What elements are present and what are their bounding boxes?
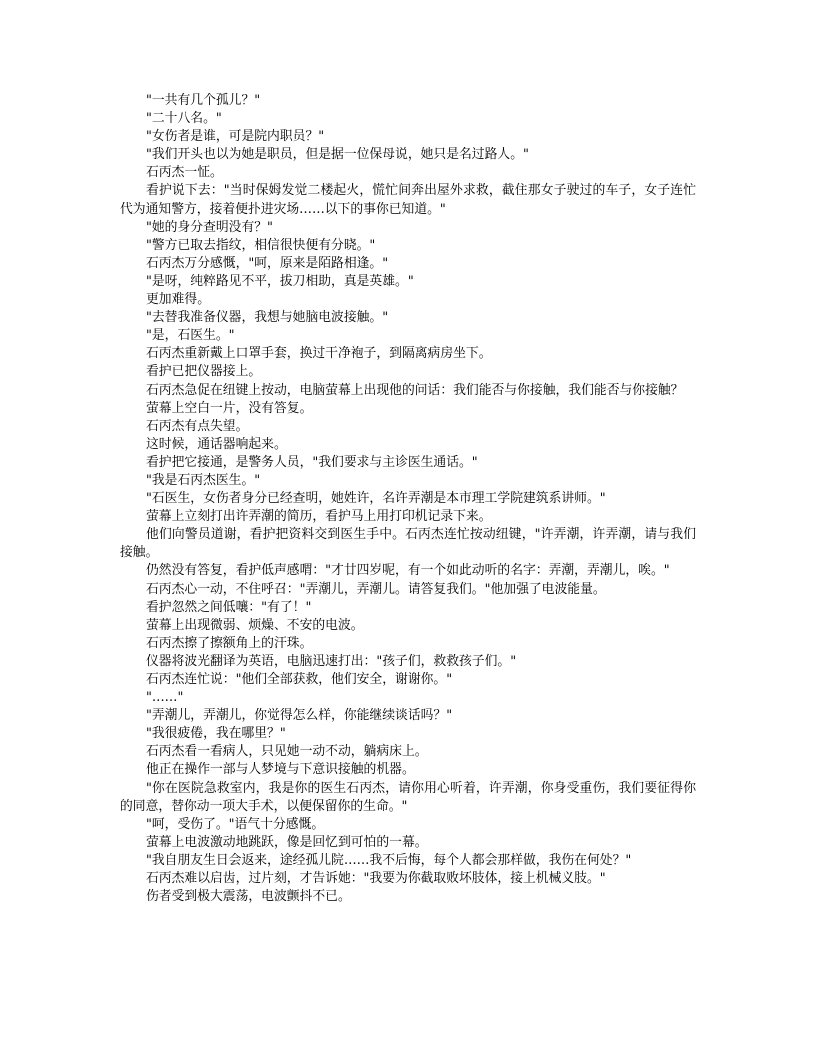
- paragraph: 石丙杰擦了擦额角上的汗珠。: [146, 635, 313, 651]
- paragraph: "呵，受伤了。"语气十分感慨。: [146, 816, 325, 832]
- paragraph: 伤者受到极大震荡，电波颤抖不已。: [146, 889, 351, 905]
- paragraph: "我是石丙杰医生。": [146, 472, 261, 488]
- paragraph: 石丙杰看一看病人，只见她一动不动，躺病床上。: [146, 744, 428, 760]
- paragraph: 萤幕上空白一片，没有答复。: [146, 400, 313, 416]
- paragraph: "警方已取去指纹，相信很快便有分晓。": [146, 237, 376, 253]
- paragraph: 这时候，通话器响起来。: [146, 436, 287, 452]
- paragraph: 石丙杰急促在纽键上按动，电脑萤幕上出现他的问话：我们能否与你接触，我们能否与你接触？: [146, 382, 684, 398]
- paragraph: 他正在操作一部与人梦境与下意识接触的机器。: [146, 762, 415, 778]
- paragraph: 看护忽然之间低嚷："有了！": [146, 599, 312, 615]
- paragraph: "去替我准备仪器，我想与她脑电波接触。": [146, 310, 389, 326]
- paragraph: "女伤者是谁，可是院内职员？": [146, 129, 325, 145]
- paragraph: 石丙杰万分感慨，"呵，原来是陌路相逢。": [146, 255, 389, 271]
- paragraph: 石丙杰心一动，不住呼召："弄潮儿，弄潮儿。请答复我们。"他加强了电波能量。: [146, 581, 606, 597]
- paragraph: 仪器将波光翻译为英语，电脑迅速打出："孩子们，救救孩子们。": [146, 653, 517, 669]
- paragraph: 萤幕上立刻打出许弄潮的简历，看护马上用打印机记录下来。: [146, 509, 492, 525]
- paragraph: 石丙杰一怔。: [146, 165, 223, 181]
- paragraph: "我很疲倦，我在哪里？": [146, 726, 286, 742]
- paragraph: "二十八名。": [146, 111, 222, 127]
- paragraph: 看护把它接通，是警务人员，"我们要求与主诊医生通话。": [146, 454, 478, 470]
- paragraph: 萤幕上出现微弱、烦燥、不安的电波。: [146, 617, 364, 633]
- paragraph: 石丙杰难以启齿，过片刻，才告诉她："我要为你截取败坏肢体，接上机械义肢。": [146, 871, 606, 887]
- paragraph: "……": [146, 690, 184, 706]
- paragraph: 萤幕上电波激动地跳跃，像是回忆到可怕的一幕。: [146, 834, 428, 850]
- paragraph: "是，石医生。": [146, 328, 235, 344]
- paragraph: 石丙杰有点失望。: [146, 418, 249, 434]
- paragraph: "她的身分查明没有？": [146, 219, 273, 235]
- paragraph: "我们开头也以为她是职员，但是据一位保母说，她只是名过路人。": [146, 147, 529, 163]
- paragraph: "你在医院急救室内，我是你的医生石丙杰，请你用心听着，许弄潮，你身受重伤，我们要征得你的同意，替你动一项大手术，以便保留你的生命。": [120, 780, 696, 814]
- paragraph: 他们向警员道谢，看护把资料交到医生手中。石丙杰连忙按动纽键，"许弄潮，许弄潮，请与我们接触。: [120, 527, 696, 561]
- paragraph: "一共有几个孤儿？": [146, 93, 261, 108]
- paragraph: 更加难得。: [146, 292, 210, 308]
- paragraph: 石丙杰连忙说："他们全部获救，他们安全，谢谢你。": [146, 672, 453, 687]
- paragraph: "石医生，女伤者身分已经查明，她姓许，名许弄潮是本市理工学院建筑系讲师。": [146, 491, 606, 507]
- paragraph: 看护已把仪器接上。: [146, 364, 262, 380]
- paragraph: 仍然没有答复，看护低声感喟："才廿四岁呢，有一个如此动听的名字：弄潮，弄潮儿，唉。": [146, 563, 670, 579]
- paragraph: "我自朋友生日会返来，途经孤儿院……我不后悔，每个人都会那样做，我伤在何处？": [146, 852, 632, 868]
- paragraph: "弄潮儿，弄潮儿，你觉得怎么样，你能继续谈话吗？": [146, 708, 453, 724]
- paragraph: 看护说下去："当时保姆发觉二楼起火，慌忙间奔出屋外求救，截住那女子驶过的车子，女子连忙代为通知警方，接着便扑进灾场……以下的事你已知道。": [120, 183, 696, 217]
- paragraph: 石丙杰重新戴上口罩手套，换过干净袍子，到隔离病房坐下。: [146, 346, 492, 362]
- paragraph: "是呀，纯粹路见不平，拔刀相助，真是英雄。": [146, 273, 414, 289]
- document-page: [120, 92, 696, 906]
